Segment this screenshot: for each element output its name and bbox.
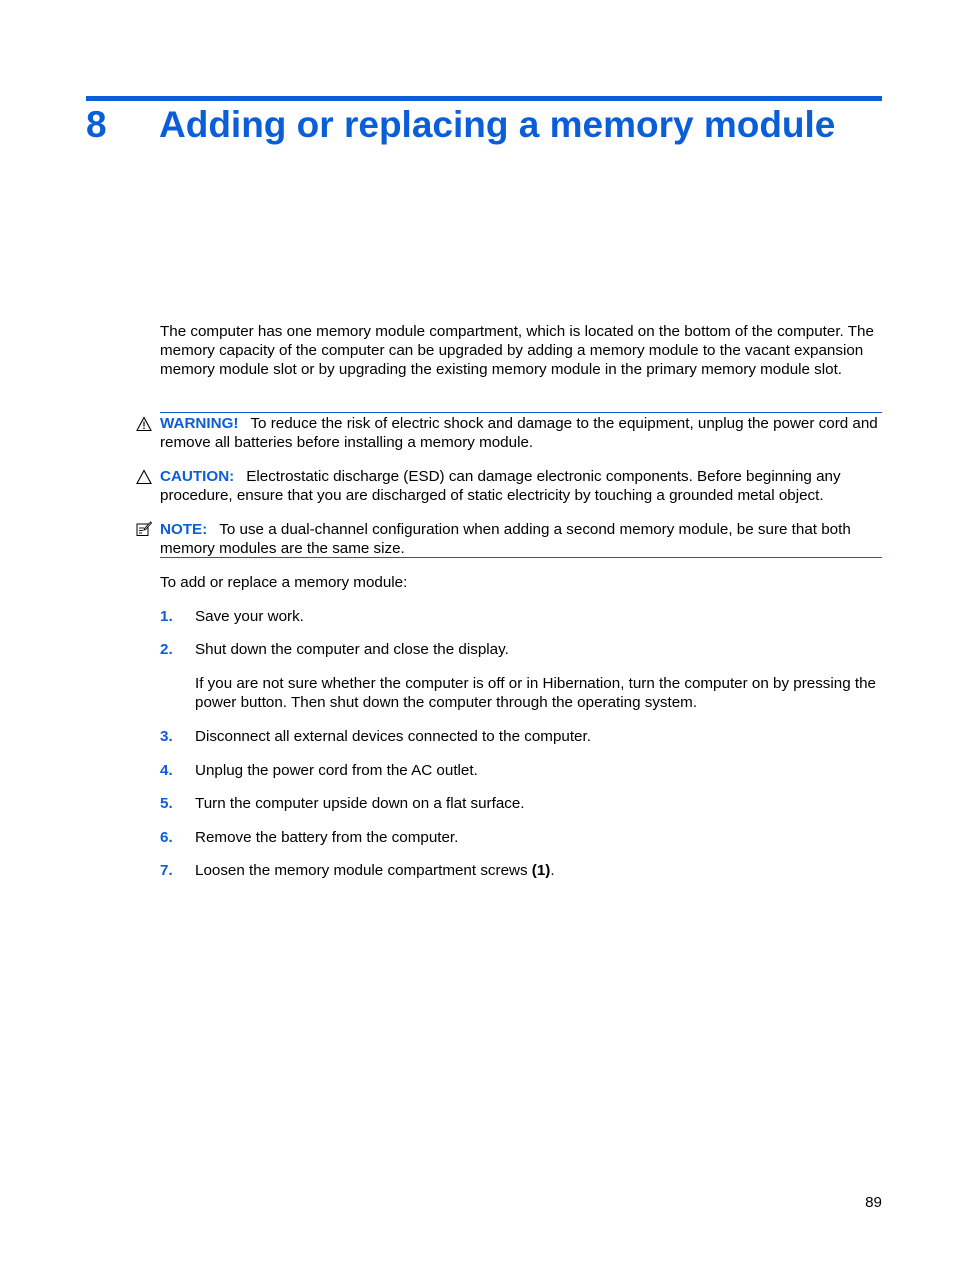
note-text: To use a dual-channel configuration when adding a second memory module, be sure that both memory modules are the same size. (160, 521, 851, 557)
step-item (160, 727, 884, 746)
caution-text: Electrostatic discharge (ESD) can damage electronic components. Before beginning any procedure, ensure that you are discharged of static electricity by touching a grounded metal object. (160, 468, 841, 504)
step-item (160, 761, 884, 780)
intro-paragraph: The computer has one memory module compartment, which is located on the bottom of the computer. The memory capacity of the computer can be upgraded by adding a memory module to the vacant expansion memory module slot or by upgrading the existing memory module in the primary memory module slot. (160, 323, 874, 378)
step-text (195, 861, 884, 880)
warning-top-rule (160, 412, 882, 413)
step-item (160, 640, 884, 659)
warning-text: To reduce the risk of electric shock and damage to the equipment, unplug the power cord and remove all batteries before installing a memory module. (160, 415, 878, 451)
warning-label: WARNING! (160, 415, 239, 432)
chapter-heading (86, 103, 886, 147)
step-item (160, 861, 884, 880)
step-text: Turn the computer upside down on a flat surface. (195, 795, 525, 812)
step-item (160, 607, 884, 626)
chapter-rule (86, 96, 882, 101)
chapter-number: 8 (86, 104, 107, 145)
step-text-main: Loosen the memory module compartment screws (195, 862, 532, 879)
step-number: 2. (160, 641, 173, 658)
step-item (160, 828, 884, 847)
step-number: 6. (160, 829, 173, 846)
note-pencil-icon (136, 520, 152, 539)
step-number: 1. (160, 608, 173, 625)
step-number: 7. (160, 862, 173, 879)
step-text: Disconnect all external devices connected to the computer. (195, 728, 591, 745)
steps-intro: To add or replace a memory module: (160, 574, 408, 591)
step-number: 3. (160, 728, 173, 745)
step-item (160, 794, 884, 813)
caution-notice (136, 467, 882, 505)
step-text: Unplug the power cord from the AC outlet. (195, 762, 478, 779)
step-number: 5. (160, 795, 173, 812)
step-number: 4. (160, 762, 173, 779)
warning-triangle-icon (136, 414, 152, 433)
note-label: NOTE: (160, 521, 208, 538)
step-text: Remove the battery from the computer. (195, 829, 459, 846)
note-notice (136, 520, 882, 558)
caution-triangle-icon (136, 467, 152, 486)
step-text: Shut down the computer and close the display. (195, 641, 509, 658)
chapter-title: Adding or replacing a memory module (159, 104, 836, 145)
caution-label: CAUTION: (160, 468, 235, 485)
warning-body (160, 414, 882, 452)
step-sub-paragraph: If you are not sure whether the computer is off or in Hibernation, turn the computer on by pressing the power button. Then shut down the computer through the operating system. (195, 675, 876, 711)
page-number: 89 (865, 1194, 882, 1211)
step-text-end: . (550, 862, 555, 879)
caution-body (160, 467, 882, 505)
note-bottom-rule (160, 557, 882, 558)
callout-number: (1) (531, 862, 551, 879)
note-body (160, 520, 882, 558)
step-text: Save your work. (195, 608, 304, 625)
warning-notice (136, 414, 882, 452)
